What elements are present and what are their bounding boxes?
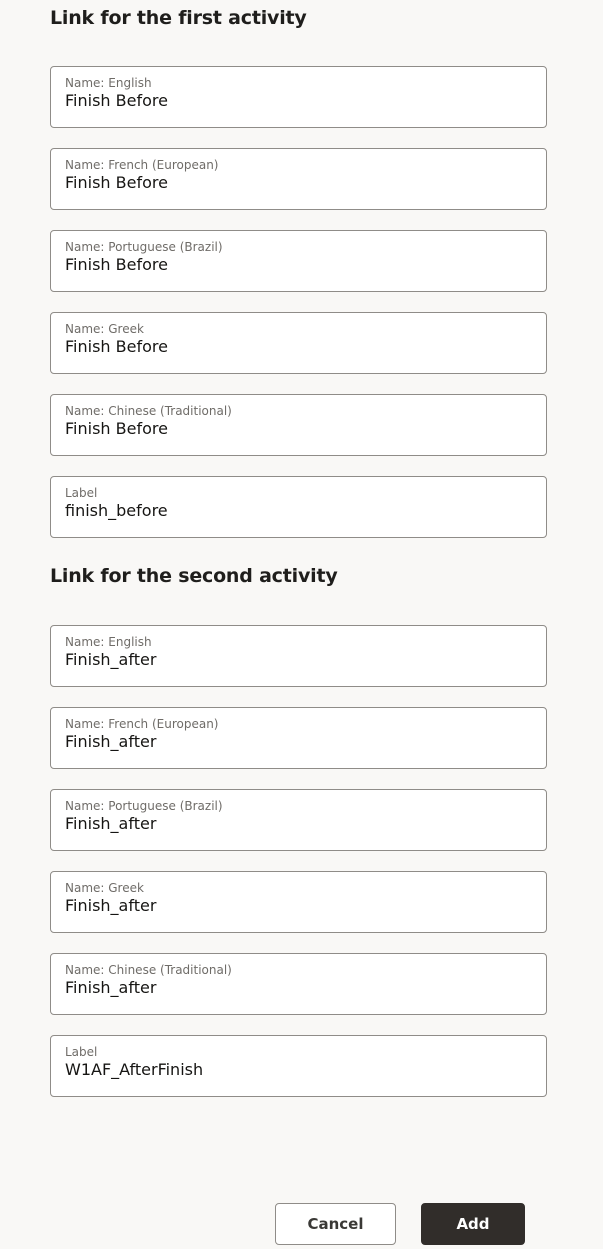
field-value[interactable]: Finish_after — [65, 650, 157, 669]
second-activity-fields — [50, 625, 547, 1117]
field-value[interactable]: Finish_after — [65, 732, 157, 751]
text-field-name-greek[interactable] — [50, 312, 547, 374]
text-field-name-chinese-traditional[interactable] — [50, 394, 547, 456]
field-label: Name: Chinese (Traditional) — [65, 963, 232, 977]
field-value[interactable]: Finish_after — [65, 814, 157, 833]
field-label: Label — [65, 1045, 98, 1059]
cancel-button[interactable]: Cancel — [275, 1203, 396, 1245]
field-label: Name: Greek — [65, 881, 144, 895]
field-value[interactable]: Finish Before — [65, 255, 168, 274]
text-field-name-portuguese-brazil[interactable] — [50, 230, 547, 292]
section-title-first-activity: Link for the first activity — [50, 7, 307, 29]
field-value[interactable]: Finish_after — [65, 896, 157, 915]
field-value[interactable]: Finish Before — [65, 337, 168, 356]
text-field-name-french-european[interactable] — [50, 707, 547, 769]
field-value[interactable]: finish_before — [65, 501, 168, 520]
field-value[interactable]: Finish Before — [65, 173, 168, 192]
text-field-name-english[interactable] — [50, 66, 547, 128]
text-field-label[interactable] — [50, 476, 547, 538]
text-field-name-english[interactable] — [50, 625, 547, 687]
field-value[interactable]: Finish_after — [65, 978, 157, 997]
field-label: Name: Portuguese (Brazil) — [65, 799, 223, 813]
field-label: Name: Portuguese (Brazil) — [65, 240, 223, 254]
field-label: Name: Greek — [65, 322, 144, 336]
field-label: Name: Chinese (Traditional) — [65, 404, 232, 418]
add-button[interactable]: Add — [421, 1203, 525, 1245]
text-field-name-chinese-traditional[interactable] — [50, 953, 547, 1015]
first-activity-fields — [50, 66, 547, 558]
field-label: Name: French (European) — [65, 158, 219, 172]
section-title-second-activity: Link for the second activity — [50, 565, 338, 587]
text-field-name-french-european[interactable] — [50, 148, 547, 210]
field-value[interactable]: Finish Before — [65, 419, 168, 438]
field-value[interactable]: Finish Before — [65, 91, 168, 110]
text-field-label[interactable] — [50, 1035, 547, 1097]
field-label: Label — [65, 486, 98, 500]
field-value[interactable]: W1AF_AfterFinish — [65, 1060, 204, 1079]
text-field-name-portuguese-brazil[interactable] — [50, 789, 547, 851]
field-label: Name: English — [65, 635, 152, 649]
text-field-name-greek[interactable] — [50, 871, 547, 933]
field-label: Name: French (European) — [65, 717, 219, 731]
field-label: Name: English — [65, 76, 152, 90]
